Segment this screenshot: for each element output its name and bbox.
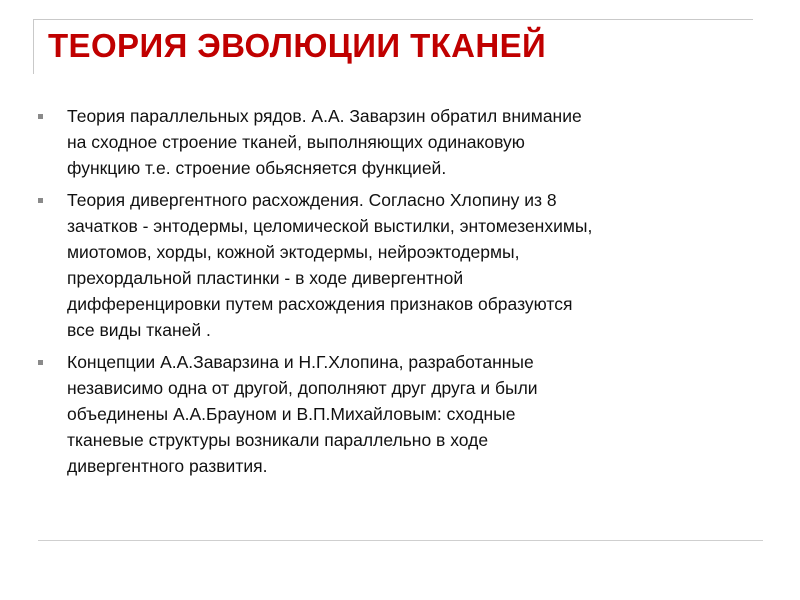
- bullet-line: на сходное строение тканей, выполняющих одинаковую: [67, 132, 525, 152]
- bullet-line: Теория дивергентного расхождения. Согласно Хлопину из 8: [67, 190, 557, 210]
- bullet-line: функцию т.е. строение обьясняется функцией.: [67, 158, 447, 178]
- bullet-line: прехордальной пластинки - в ходе дивергентной: [67, 268, 464, 288]
- bullet-line: миотомов, хорды, кожной эктодермы, нейроэктодермы,: [67, 242, 520, 262]
- title-frame-left-rule: [33, 19, 34, 74]
- bullet-line: независимо одна от другой, дополняют друг друга и были: [67, 378, 538, 398]
- bullet-item-concepts: [24, 349, 784, 479]
- bullet-line: Концепции А.А.Заварзина и Н.Г.Хлопина, разработанные: [67, 352, 534, 372]
- bullet-line: Теория параллельных рядов. А.А. Заварзин обратил внимание: [67, 106, 582, 126]
- bullet-line: зачатков - энтодермы, целомической выстилки, энтомезенхимы,: [67, 216, 593, 236]
- bullet-line: тканевые структуры возникали параллельно в ходе: [67, 430, 489, 450]
- bottom-divider: [38, 540, 763, 541]
- square-bullet-icon: [38, 360, 43, 365]
- square-bullet-icon: [38, 114, 43, 119]
- bullet-list: [24, 103, 784, 485]
- title-frame-top-rule: [33, 19, 753, 20]
- bullet-item-parallel-rows: [24, 103, 784, 181]
- slide-title: ТЕОРИЯ ЭВОЛЮЦИИ ТКАНЕЙ: [48, 27, 547, 64]
- square-bullet-icon: [38, 198, 43, 203]
- bullet-line: дифференцировки путем расхождения признаков образуются: [67, 294, 573, 314]
- bullet-line: объединены А.А.Брауном и В.П.Михайловым: сходные: [67, 404, 516, 424]
- bullet-item-divergent-theory: [24, 187, 784, 343]
- bullet-line: все виды тканей .: [67, 320, 211, 340]
- bullet-line: дивергентного развития.: [67, 456, 268, 476]
